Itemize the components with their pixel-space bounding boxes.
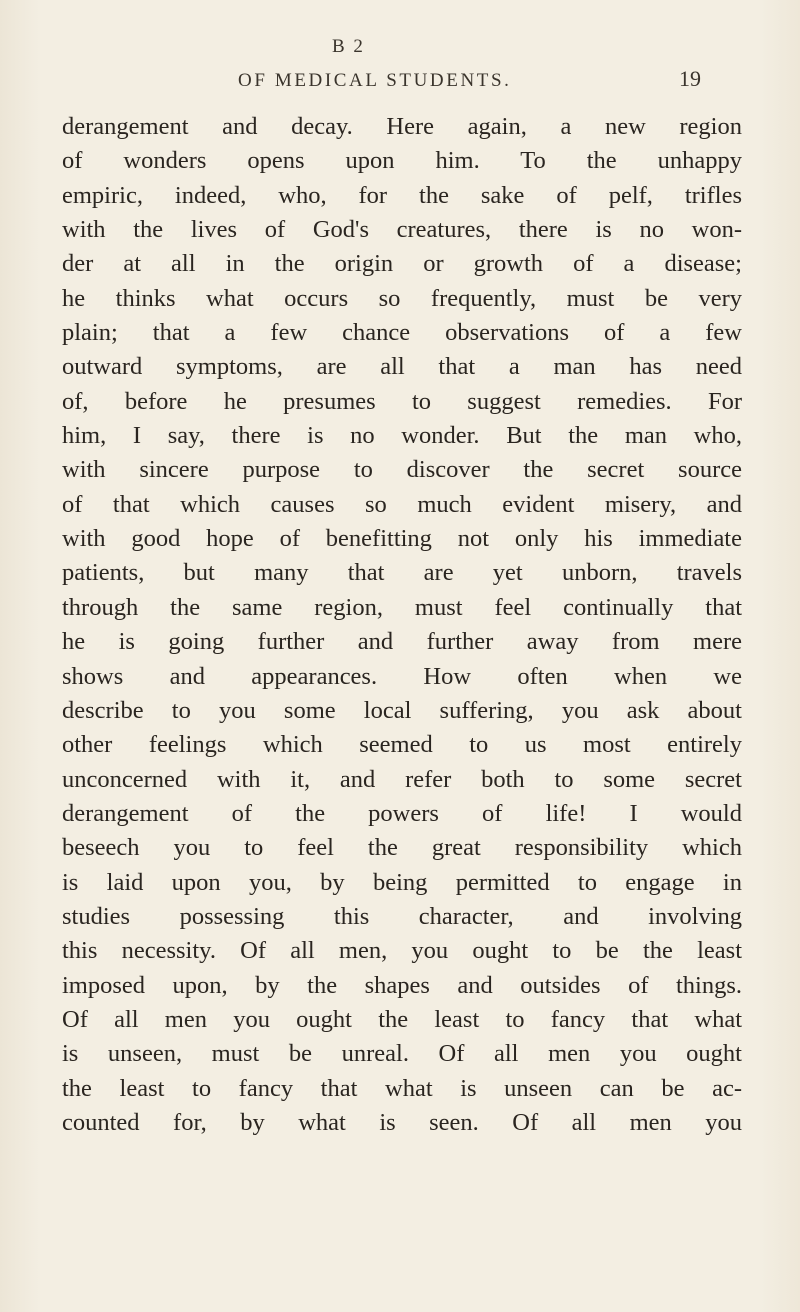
text-line: of wonders opens upon him. To the unhappy	[62, 147, 742, 175]
text-line: him, I say, there is no wonder. But the man who,	[62, 422, 742, 450]
text-line: der at all in the origin or growth of a disease;	[62, 250, 742, 278]
text-line: studies possessing this character, and involving	[62, 902, 742, 930]
text-line: patients, but many that are yet unborn, travels	[62, 559, 742, 587]
text-line: imposed upon, by the shapes and outsides of things.	[62, 971, 742, 999]
text-line: through the same region, must feel continually that	[62, 593, 742, 621]
text-line: shows and appearances. How often when we	[62, 662, 742, 690]
text-line: with sincere purpose to discover the secret source	[62, 456, 742, 484]
text-line: this necessity. Of all men, you ought to be the least	[62, 937, 742, 965]
text-line: is laid upon you, by being permitted to engage in	[62, 868, 742, 896]
text-line: derangement of the powers of life! I would	[62, 799, 742, 827]
text-line: describe to you some local suffering, you ask about	[62, 696, 742, 724]
page-number: 19	[679, 66, 701, 91]
text-line: with good hope of benefitting not only his immediate	[62, 525, 742, 553]
text-line: unconcerned with it, and refer both to some secret	[62, 765, 742, 793]
text-line: plain; that a few chance observations of a few	[62, 319, 742, 347]
signature-mark: B 2	[332, 36, 365, 57]
text-line: beseech you to feel the great responsibility which	[62, 834, 742, 862]
text-line: Of all men you ought the least to fancy that what	[62, 1005, 742, 1033]
text-line: empiric, indeed, who, for the sake of pelf, trifles	[62, 181, 742, 209]
text-line: outward symptoms, are all that a man has need	[62, 353, 742, 381]
text-line: he is going further and further away from mere	[62, 628, 742, 656]
text-line: counted for, by what is seen. Of all men you	[62, 1108, 742, 1136]
text-line: the least to fancy that what is unseen can be ac-	[62, 1074, 742, 1102]
body-text	[62, 110, 742, 1140]
running-head: OF MEDICAL STUDENTS.	[238, 70, 512, 91]
text-line: derangement and decay. Here again, a new region	[62, 113, 742, 140]
text-line: other feelings which seemed to us most entirely	[62, 731, 742, 759]
text-line: of that which causes so much evident misery, and	[62, 490, 742, 518]
text-line: he thinks what occurs so frequently, must be very	[62, 284, 742, 312]
text-line: with the lives of God's creatures, there is no won-	[62, 216, 742, 244]
text-line: is unseen, must be unreal. Of all men you ought	[62, 1040, 742, 1068]
text-line: of, before he presumes to suggest remedies. For	[62, 387, 742, 415]
